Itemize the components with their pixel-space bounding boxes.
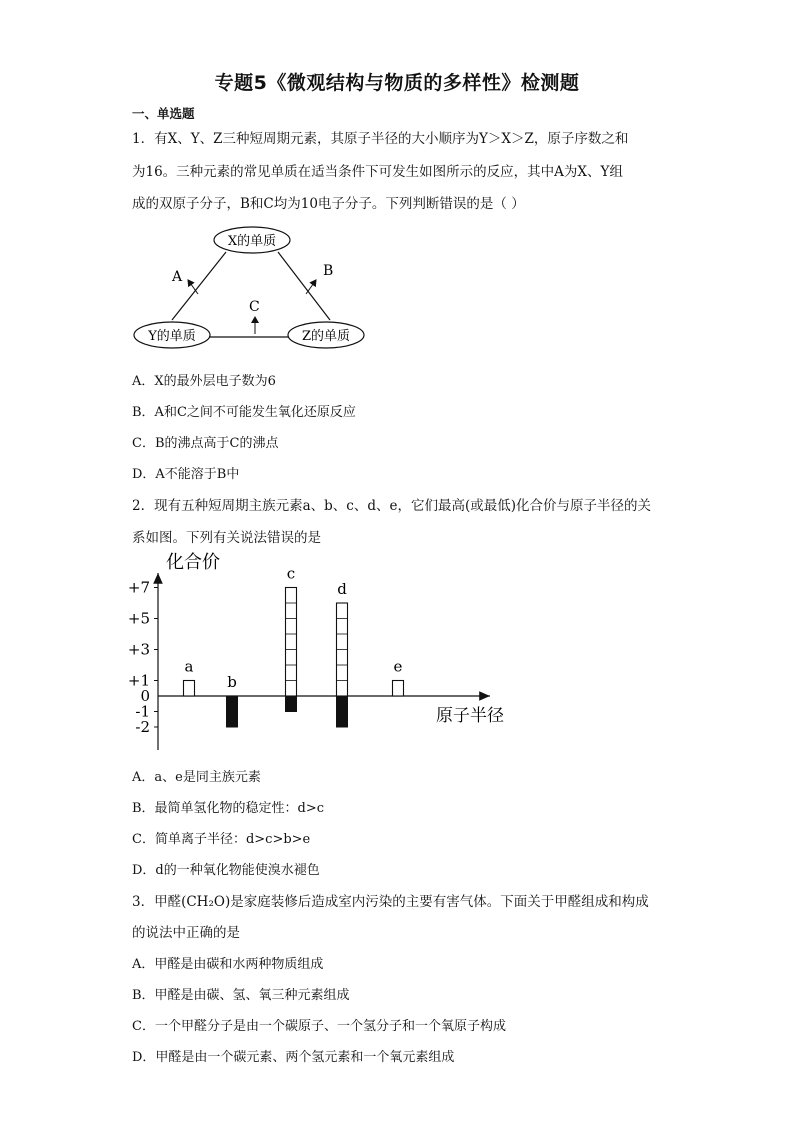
y-tick-label: +5 xyxy=(127,609,150,628)
valence-chart xyxy=(120,545,520,755)
q1-option-b: B．A和C之间不可能发生氧化还原反应 xyxy=(132,405,356,420)
y-tick-label: -1 xyxy=(135,702,150,721)
bar-negative-b xyxy=(227,696,238,727)
q2-option-a: A．a、e是同主族元素 xyxy=(132,770,261,785)
bar-positive-a xyxy=(184,681,195,697)
bar-negative-c xyxy=(286,696,297,712)
y-axis-label: 化合价 xyxy=(166,552,220,573)
q2-option-b: B．最简单氢化物的稳定性：d>c xyxy=(132,801,325,816)
q1-option-a: A．X的最外层电子数为6 xyxy=(132,374,276,389)
section-heading: 一、单选题 xyxy=(132,106,195,121)
q1-text-line-3: 成的双原子分子，B和C均为10电子分子。下列判断错误的是（ ） xyxy=(132,196,525,212)
q1-text-line-1: 1．有X、Y、Z三种短周期元素，其原子半径的大小顺序为Y＞X＞Z，原子序数之和 xyxy=(132,131,629,147)
node-y-label: Y的单质 xyxy=(148,329,196,344)
q1-option-c: C．B的沸点高于C的沸点 xyxy=(132,436,279,451)
bar-positive-c xyxy=(286,588,297,697)
q2-text-line-2: 系如图。下列有关说法错误的是 xyxy=(132,530,321,546)
bar-label-e: e xyxy=(393,657,403,676)
q1-text-line-2: 为16。三种元素的常见单质在适当条件下可发生如图所示的反应，其中A为X、Y组 xyxy=(132,164,623,180)
bar-label-b: b xyxy=(227,673,237,691)
bar-label-a: a xyxy=(184,657,194,676)
bar-label-c: c xyxy=(286,564,296,583)
q2-option-d: D．d的一种氧化物能使溴水褪色 xyxy=(132,863,320,878)
y-tick-label: +3 xyxy=(127,640,150,659)
q3-option-a: A．甲醛是由碳和水两种物质组成 xyxy=(132,957,324,972)
bar-positive-e xyxy=(393,681,404,697)
q2-option-c: C．简单离子半径：d>c>b>e xyxy=(132,832,311,847)
q3-text-line-2: 的说法中正确的是 xyxy=(132,925,240,941)
bar-label-d: d xyxy=(337,580,347,598)
bar-negative-d xyxy=(337,696,348,727)
label-b: B xyxy=(323,263,334,279)
label-a: A xyxy=(172,269,183,285)
node-z-label: Z的单质 xyxy=(301,329,351,344)
y-tick-label: -2 xyxy=(135,718,150,736)
q1-reaction-diagram xyxy=(130,222,370,352)
arrow-a xyxy=(188,280,198,294)
page-title: 专题5《微观结构与物质的多样性》检测题 xyxy=(214,72,580,94)
diagram-edge-xy xyxy=(172,252,226,320)
q1-option-d: D．A不能溶于B中 xyxy=(132,467,240,482)
arrow-b xyxy=(306,280,316,294)
q3-option-d: D．甲醛是由一个碳元素、两个氢元素和一个氧元素组成 xyxy=(132,1050,455,1065)
x-axis-label: 原子半径 xyxy=(436,706,504,726)
q2-text-line-1: 2．现有五种短周期主族元素a、b、c、d、e，它们最高(或最低)化合价与原子半径的关 xyxy=(132,498,652,514)
y-tick-label: +7 xyxy=(127,578,150,597)
node-x-label: X的单质 xyxy=(227,234,277,249)
q3-option-c: C．一个甲醛分子是由一个碳原子、一个氢分子和一个氧原子构成 xyxy=(132,1019,506,1034)
q3-option-b: B．甲醛是由碳、氢、氧三种元素组成 xyxy=(132,988,350,1003)
q3-text-line-1: 3．甲醛(CH₂O)是家庭装修后造成室内污染的主要有害气体。下面关于甲醛组成和构成 xyxy=(132,894,649,910)
label-c: C xyxy=(249,299,260,315)
y-tick-label: +1 xyxy=(127,671,150,690)
y-tick-label: 0 xyxy=(140,687,150,705)
